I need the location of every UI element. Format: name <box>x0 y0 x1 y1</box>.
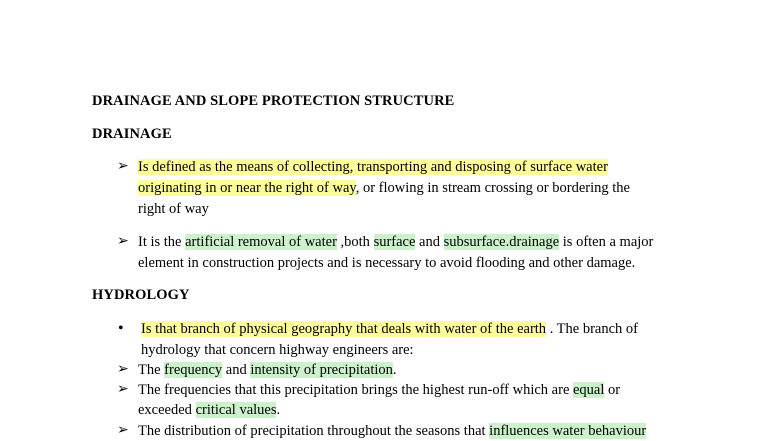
text: ,both <box>336 234 374 250</box>
highlight-yellow: Is defined as the means of collecting, transporting and disposing of surface water <box>138 159 608 175</box>
text: and <box>415 234 444 250</box>
drainage-item2-line2: element in construction projects and is necessary to avoid flooding and other damage. <box>138 255 636 271</box>
highlight-green: influences water behaviour <box>489 423 647 439</box>
document-title: DRAINAGE AND SLOPE PROTECTION STRUCTURE <box>92 93 455 109</box>
text: or <box>604 382 621 398</box>
text: The <box>138 362 165 378</box>
highlight-green: surface <box>373 234 416 250</box>
arrow-bullet-icon: ➢ <box>117 423 129 438</box>
text: It is the <box>138 234 186 250</box>
hydrology-item1-line2: hydrology that concern highway engineers are: <box>141 342 414 358</box>
highlight-green: critical values <box>195 402 277 418</box>
drainage-item1-line2 <box>138 179 630 197</box>
hydrology-item2-line1 <box>138 361 397 379</box>
text: . The branch of <box>546 321 638 337</box>
arrow-bullet-icon: ➢ <box>117 362 129 377</box>
highlight-yellow: Is that branch of physical geography that deals with water of the earth <box>141 321 547 337</box>
highlight-green: frequency <box>164 362 223 378</box>
highlight-green: artificial removal of water <box>185 234 337 250</box>
text: The distribution of precipitation throughout the seasons that <box>138 423 490 439</box>
drainage-item1-line1 <box>138 158 608 176</box>
drainage-item1-line3: right of way <box>138 201 209 217</box>
text: and <box>222 362 251 378</box>
hydrology-item4-line1 <box>138 422 646 440</box>
text: . <box>392 362 397 378</box>
hydrology-item3-line1 <box>138 381 620 399</box>
text: , or flowing in stream crossing or bordering the <box>355 180 630 196</box>
text: exceeded <box>138 402 196 418</box>
highlight-green: subsurface.drainage <box>443 234 560 250</box>
drainage-heading: DRAINAGE <box>92 126 172 142</box>
dot-bullet-icon: • <box>118 320 124 337</box>
drainage-item2-line1 <box>138 233 653 251</box>
hydrology-item3-line2 <box>138 401 280 419</box>
hydrology-heading: HYDROLOGY <box>92 287 190 303</box>
text: The frequencies that this precipitation brings the highest run-off which are <box>138 382 573 398</box>
arrow-bullet-icon: ➢ <box>117 159 129 174</box>
highlight-green: equal <box>573 382 605 398</box>
text: is often a major <box>559 234 654 250</box>
highlight-yellow: originating in or near the right of way <box>138 180 356 196</box>
hydrology-item1-line1 <box>141 320 638 338</box>
arrow-bullet-icon: ➢ <box>117 382 129 397</box>
highlight-green: intensity of precipitation <box>250 362 393 378</box>
arrow-bullet-icon: ➢ <box>117 234 129 249</box>
text: . <box>276 402 281 418</box>
